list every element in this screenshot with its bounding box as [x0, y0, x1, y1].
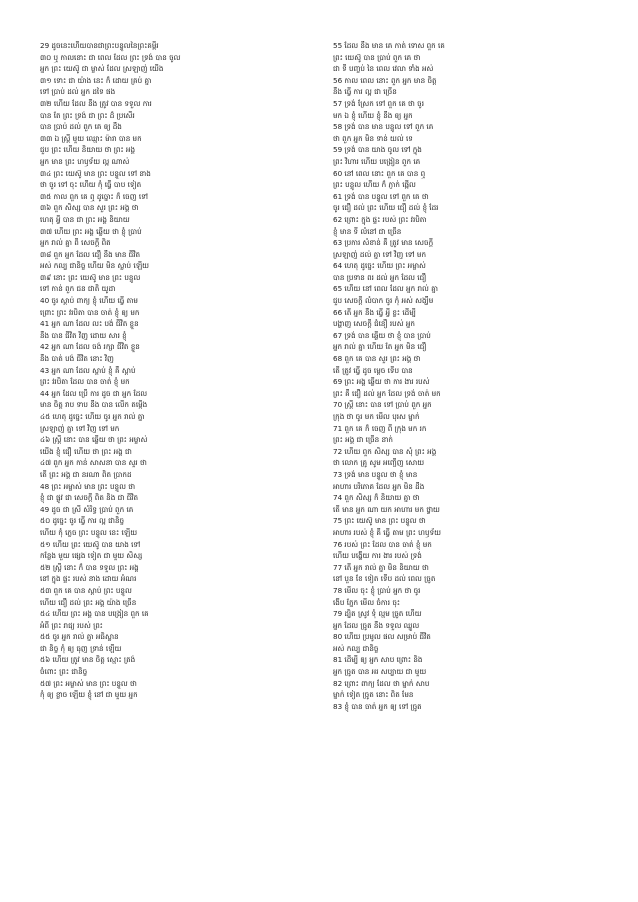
text-line: អ្នក មាន ព្រះ ហឫទ័យ ល្អ ណាស់	[40, 156, 130, 166]
text-line: ៣៧ ហើយ ព្រះ អង្គ ឆ្លើយ ថា ខ្ញុំ ប្រាប់	[40, 226, 142, 236]
text-line: 76 របស់ ព្រះ ដែល បាន ចាត់ ខ្ញុំ មក	[333, 539, 432, 549]
text-line: 63 ប្រការ សំខាន់ គឺ ត្រូវ មាន សេចក្ដី	[333, 238, 434, 248]
text-line: ចូរ ជឿ ដល់ ព្រះ ហើយ ជឿ ដល់ ខ្ញុំ ដែរ	[333, 203, 439, 213]
text-line: ព្រះ អង្គ ជា ច្រើន នាក់	[333, 435, 393, 445]
text-line: មក ឯ ខ្ញុំ ហើយ ខ្ញុំ នឹង ឲ្យ អ្នក	[333, 110, 413, 120]
text-line: អ្នក ច្រូត បាន អរ សប្បាយ ជា មួយ	[333, 667, 427, 677]
text-line: ទៅ ប្រាប់ ដល់ អ្នក ដទៃ ផង	[40, 87, 116, 97]
text-line: 79 ដ្បិត ស្រូវ ទុំ ល្មម ច្រូត ហើយ	[333, 609, 422, 619]
text-line: ព្រះ វិហារ ហើយ បង្រៀន ពួក គេ	[333, 156, 421, 166]
text-line: អ្នក ព្រះ យេស៊ូ ជា ម្ចាស់ ដែល ស្រឡាញ់ យើង	[40, 64, 164, 74]
text-line: តើ មាន អ្នក ណា យក អាហារ មក ថ្វាយ	[333, 504, 440, 514]
text-line: ៣៥ កាល ពួក គេ ឮ ដូច្នោះ ក៏ ចេញ ទៅ	[40, 191, 148, 201]
left-text-column	[40, 40, 305, 701]
text-line: ជួប សេចក្ដី លំបាក ចូរ កុំ អស់ សង្ឃឹម	[333, 296, 434, 306]
text-line: 78 មើល ចុះ ខ្ញុំ ប្រាប់ អ្នក ថា ចូរ	[333, 585, 421, 595]
text-line: អស់ កល្ប ជានិច្ច ហើយ មិន ស្លាប់ ឡើយ	[40, 261, 150, 271]
text-line: ៥៤ ហើយ ព្រះ អង្គ បាន បង្រៀន ពួក គេ	[40, 609, 149, 619]
text-line: បាន ប្រាប់ ដល់ ពួក គេ ឲ្យ ដឹង	[40, 122, 122, 132]
text-line: 61 ទ្រង់ បាន បន្ទូល ទៅ ពួក គេ ថា	[333, 191, 429, 201]
text-line: ៣៨ ពួក អ្នក ដែល ជឿ នឹង មាន ជីវិត	[40, 249, 141, 259]
text-line: ៥៣ ពួក គេ បាន ស្តាប់ ព្រះ បន្ទូល	[40, 585, 132, 595]
text-line: 69 ព្រះ អង្គ ឆ្លើយ ថា ការ ងារ របស់	[333, 377, 430, 387]
text-line: ជា ទី បញ្ចប់ នៃ ពេល វេលា ទាំង អស់	[333, 64, 434, 74]
text-line: 73 ទ្រង់ មាន បន្ទូល ថា ខ្ញុំ មាន	[333, 469, 418, 479]
text-line: 55 ដែល នឹង មាន គេ កាត់ ទោស ពួក គេ	[333, 41, 445, 50]
text-line: នឹង បាត់ បង់ ជីវិត នោះ វិញ	[40, 354, 114, 364]
text-line: នៅ ក្នុង ផ្ទះ របស់ នាង ដោយ អំណរ	[40, 574, 137, 584]
text-line: 68 ពួក គេ បាន សួរ ព្រះ អង្គ ថា	[333, 354, 421, 364]
text-line: អាហារ របស់ ខ្ញុំ គឺ ធ្វើ តាម ព្រះ ហឫទ័យ	[333, 527, 441, 537]
text-line: ថា លោក គ្រូ សូម អញ្ជើញ សោយ	[333, 458, 425, 468]
text-line: 62 ព្រោះ ក្នុង ផ្ទះ របស់ ព្រះ វរបិតា	[333, 214, 427, 224]
text-line: បង្ហាញ សេចក្ដី ជំនឿ របស់ អ្នក	[333, 319, 415, 329]
text-line: ខ្ញុំ មាន ទី លំនៅ ជា ច្រើន	[333, 226, 402, 236]
text-line: ៥១ ហើយ ព្រះ យេស៊ូ បាន យាង ទៅ	[40, 539, 141, 549]
text-line: ងើប ភ្នែក មើល ចំការ ចុះ	[333, 597, 401, 607]
text-line: ៥៦ ហើយ ត្រូវ មាន ចិត្ត ស្មោះ ត្រង់	[40, 655, 136, 665]
text-line: 64 ហេតុ ដូច្នេះ ហើយ ព្រះ អម្ចាស់	[333, 261, 426, 271]
text-line: មាន ចិត្ត រាប ទាប នឹង បាន លើក តម្កើង	[40, 400, 148, 410]
text-line: អាហារ បរិភោគ ដែល អ្នក មិន ដឹង	[333, 481, 425, 491]
text-line: អស់ កល្ប ជានិច្ច	[333, 643, 379, 653]
text-line: ៣០ ឬ កាលនោះ ជា ពេល ដែល ព្រះ ទ្រង់ បាន ចូល	[40, 52, 181, 62]
text-line: 70 ស្ត្រី នោះ បាន ទៅ ប្រាប់ ពួក អ្នក	[333, 400, 432, 410]
text-line: 66 តើ អ្នក នឹង ធ្វើ អ្វី ខ្លះ ដើម្បី	[333, 307, 416, 317]
text-line: អំពី ព្រះ រាជ្យ របស់ ព្រះ	[40, 620, 103, 630]
text-line: 81 ដើម្បី ឲ្យ អ្នក សាប ព្រោះ និង	[333, 655, 423, 665]
text-line: 75 ព្រះ យេស៊ូ មាន ព្រះ បន្ទូល ថា	[333, 516, 426, 526]
text-line: នឹង បាន ជីវិត វិញ ដោយ សារ ខ្ញុំ	[40, 330, 127, 340]
text-line: ព្រះ គឺ ជឿ ដល់ អ្នក ដែល ទ្រង់ ចាត់ មក	[333, 388, 441, 398]
text-line: ៣៣ ឯ ស្ត្រី មួយ ឈ្មោះ ម៉ារា បាន មក	[40, 133, 142, 143]
text-line: 44 អ្នក ដែល ប្រើ ការ ដូច ជា អ្នក ដែល	[40, 388, 148, 398]
text-line: ហើយ ជឿ ដល់ ព្រះ អង្គ យ៉ាង ច្រើន	[40, 597, 137, 607]
text-line: 57 ទ្រង់ ស្រែក ទៅ ពួក គេ ថា ចូរ	[333, 98, 425, 108]
text-line: 72 ហើយ ពួក សិស្ស បាន សុំ ព្រះ អង្គ	[333, 446, 437, 456]
text-line: ជា និច្ច កុំ ឲ្យ ធុញ ទ្រាន់ ឡើយ	[40, 643, 122, 653]
text-line: 29 ដូចនេះហើយបានជាព្រះបន្ទូលនៃព្រះគម្ពីរ	[40, 41, 159, 50]
text-line: អ្នក ដែល ច្រូត នឹង ទទួល ឈ្នួល	[333, 620, 420, 630]
text-line: ព្រះ យេស៊ូ បាន ប្រាប់ ពួក គេ ថា	[333, 52, 421, 62]
text-line: ខ្ញុំ ជា ផ្លូវ ជា សេចក្ដី ពិត និង ជា ជីវិត	[40, 493, 139, 503]
text-line: ជួប ព្រះ ហើយ និយាយ ថា ព្រះ អង្គ	[40, 145, 136, 155]
text-line: ក្រុង ថា ចូរ មក មើល បុរស ម្នាក់	[333, 412, 420, 421]
text-line: យើង ខ្ញុំ ជឿ ហើយ ថា ព្រះ អង្គ ជា	[40, 446, 132, 456]
text-line: នៅ បួន ខែ ទៀត ទើប ដល់ ពេល ច្រូត	[333, 574, 436, 584]
text-line: ព្រះ បន្ទូល ហើយ ក៏ ភ្ញាក់ ផ្អើល	[333, 180, 416, 190]
text-line: ចំពោះ ព្រះ ជានិច្ច	[40, 667, 88, 677]
text-line: តើ ត្រូវ ធ្វើ ដូច ម្ដេច ទើប បាន	[333, 365, 413, 375]
text-line: ៤៧ ពួក អ្នក កាន់ សាសនា បាន សួរ ថា	[40, 458, 147, 468]
text-line: អ្នក រាល់ គ្នា ហើយ តែ អ្នក មិន ជឿ	[333, 342, 427, 352]
text-line: បាន តែ ព្រះ ទ្រង់ ជា ព្រះ ដ៏ ប្រសើរ	[40, 110, 135, 120]
text-line: 80 ហើយ ប្រមូល ផល សម្រាប់ ជីវិត	[333, 632, 431, 642]
text-line: ហើយ បង្ហើយ ការ ងារ របស់ ទ្រង់	[333, 551, 422, 561]
text-line: ៣៦ ពួក សិស្ស បាន សួរ ព្រះ អង្គ ថា	[40, 203, 139, 213]
text-line: ហេតុ អ្វី បាន ជា ព្រះ អង្គ និយាយ	[40, 214, 130, 224]
text-line: តើ ព្រះ អង្គ ជា នរណា ពិត ប្រាកដ	[40, 469, 132, 479]
text-line: 43 អ្នក ណា ដែល ស្ដាប់ ខ្ញុំ គឺ ស្ដាប់	[40, 365, 136, 375]
text-line: ស្រឡាញ់ គ្នា ទៅ វិញ ទៅ មក	[40, 423, 120, 433]
text-line: 83 ខ្ញុំ បាន ចាត់ អ្នក ឲ្យ ទៅ ច្រូត	[333, 701, 422, 711]
text-line: 67 ទ្រង់ បាន ឆ្លើយ ថា ខ្ញុំ បាន ប្រាប់	[333, 330, 431, 340]
text-line: នឹង ធ្វើ ការ ល្អ ជា ច្រើន	[333, 87, 397, 97]
text-line: ទៅ កាន់ ពួក ជន ជាតិ យូដា	[40, 284, 116, 294]
text-line: 71 ពួក គេ ក៏ ចេញ ពី ក្រុង មក រក	[333, 423, 427, 433]
text-line: 56 កាល ពេល នោះ ពួក អ្នក មាន ចិត្ត	[333, 75, 437, 85]
text-line: 60 នៅ ពេល នោះ ពួក គេ បាន ឮ	[333, 168, 426, 178]
text-line: ៤៦ ស្ត្រី នោះ បាន ឆ្លើយ ថា ព្រះ អម្ចាស់	[40, 435, 148, 445]
text-line: ព្រះ វរបិតា ដែល បាន ចាត់ ខ្ញុំ មក	[40, 377, 130, 387]
text-line: ថា ពួក អ្នក មិន ទាន់ យល់ ទេ	[333, 133, 413, 143]
text-line: 42 អ្នក ណា ដែល ចង់ រក្សា ជីវិត ខ្លួន	[40, 342, 140, 352]
text-line: 65 ហើយ នៅ ពេល ដែល អ្នក រាល់ គ្នា	[333, 284, 438, 294]
text-line: ៥៥ ចូរ អ្នក រាល់ គ្នា អធិស្ឋាន	[40, 632, 119, 642]
text-line: បាន ប្រទាន ពរ ដល់ អ្នក ដែល ជឿ	[333, 272, 427, 282]
text-line: ហើយ កុំ ភ្លេច ព្រះ បន្ទូល នេះ ឡើយ	[40, 527, 138, 537]
text-line: កន្លែង មួយ ផ្សេង ទៀត ជា មួយ សិស្ស	[40, 551, 143, 561]
text-line: ៣១ ទោះ ជា យ៉ាង នេះ ក៏ ដោយ គ្រប់ គ្នា	[40, 75, 152, 85]
text-line: 40 ចូរ ស្តាប់ ពាក្យ ខ្ញុំ ហើយ ធ្វើ តាម	[40, 296, 138, 306]
text-line: ម្នាក់ ទៀត ច្រូត នោះ ពិត មែន	[333, 690, 414, 700]
text-line: 48 ព្រះ អម្ចាស់ មាន ព្រះ បន្ទូល ថា	[40, 481, 136, 491]
right-text-column	[333, 40, 598, 712]
text-line: 82 ព្រោះ ពាក្យ ដែល ថា ម្នាក់ សាប	[333, 678, 430, 688]
text-line: ៥២ ស្ត្រី នោះ ក៏ បាន ទទួល ព្រះ អង្គ	[40, 562, 139, 572]
text-line: ៥០ ដូច្នេះ ចូរ ធ្វើ ការ ល្អ ជានិច្ច	[40, 516, 125, 526]
text-line: ៥៧ ព្រះ អម្ចាស់ មាន ព្រះ បន្ទូល ថា	[40, 678, 137, 688]
text-line: ព្រោះ ព្រះ វរបិតា បាន ចាត់ ខ្ញុំ ឲ្យ មក	[40, 307, 140, 317]
text-line: ៣៤ ព្រះ យេស៊ូ មាន ព្រះ បន្ទូល ទៅ នាង	[40, 168, 151, 178]
text-line: 41 អ្នក ណា ដែល លះ បង់ ជីវិត ខ្លួន	[40, 319, 139, 329]
text-line: 74 ពួក សិស្ស ក៏ និយាយ គ្នា ថា	[333, 493, 420, 503]
text-line: ថា ចូរ ទៅ ចុះ ហើយ កុំ ធ្វើ បាប ទៀត	[40, 180, 142, 190]
text-line: 77 តើ អ្នក រាល់ គ្នា មិន និយាយ ថា	[333, 562, 429, 572]
text-line: 58 ទ្រង់ បាន មាន បន្ទូល ទៅ ពួក គេ	[333, 122, 434, 132]
text-line: ៣៩ នោះ ព្រះ យេស៊ូ មាន ព្រះ បន្ទូល	[40, 272, 141, 282]
text-line: ៤៥ ហេតុ ដូច្នេះ ហើយ ចូរ អ្នក រាល់ គ្នា	[40, 412, 145, 421]
text-line: ៣២ ហើយ ដែល នឹង ត្រូវ បាន ទទួល ការ	[40, 98, 152, 108]
text-line: 49 ដូច ជា ស្រី សំរិទ្ធ ប្រាប់ ពួក គេ	[40, 504, 134, 514]
text-line: 59 ទ្រង់ បាន យាង ចូល ទៅ ក្នុង	[333, 145, 422, 155]
text-line: អ្នក រាល់ គ្នា ពី សេចក្ដី ពិត	[40, 238, 111, 248]
text-line: ស្រឡាញ់ ដល់ គ្នា ទៅ វិញ ទៅ មក	[333, 249, 427, 259]
text-line: កុំ ឲ្យ ខ្លាច ឡើយ ខ្ញុំ នៅ ជា មួយ អ្នក	[40, 690, 138, 700]
